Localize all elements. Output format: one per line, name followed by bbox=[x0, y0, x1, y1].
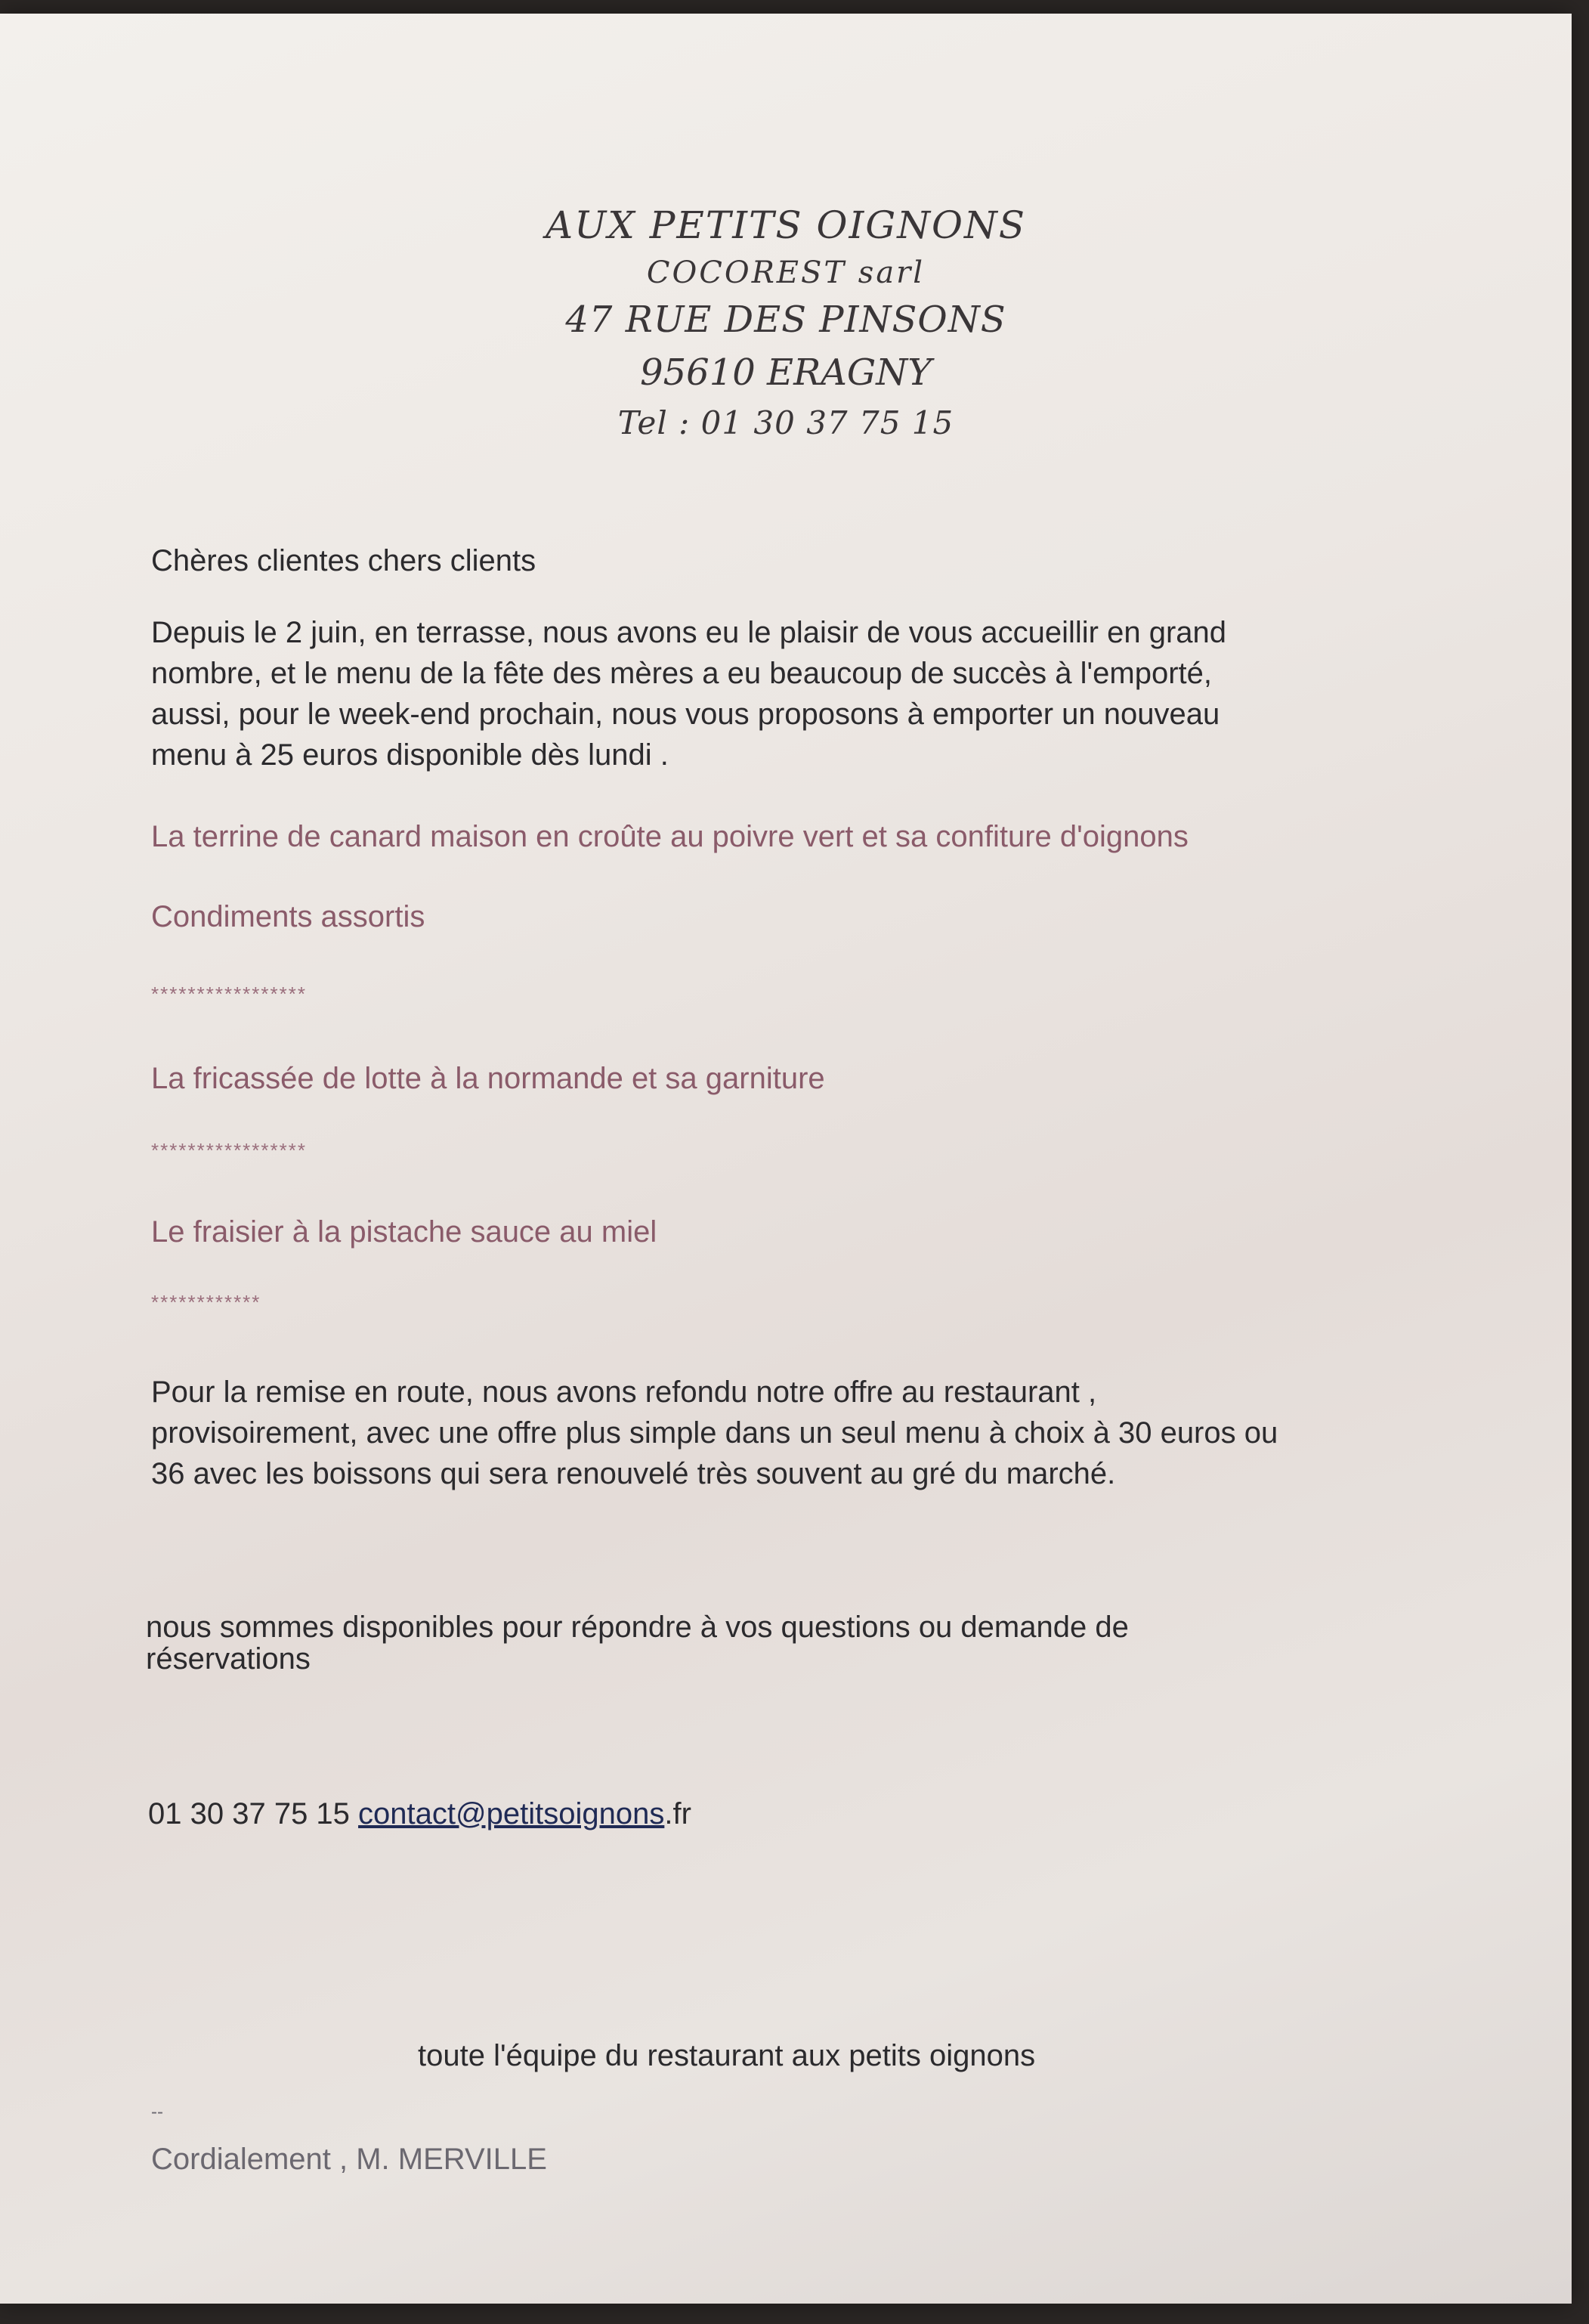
availability-line-2: réservations bbox=[146, 1642, 311, 1676]
greeting: Chères clientes chers clients bbox=[151, 544, 536, 577]
street-address: 47 RUE DES PINSONS bbox=[565, 299, 1006, 341]
intro-line-4: menu à 25 euros disponible dès lundi . bbox=[151, 738, 669, 772]
contact-phone: 01 30 37 75 15 bbox=[148, 1797, 350, 1830]
city-address: 95610 ERAGNY bbox=[640, 351, 932, 394]
restaurant-name: AUX PETITS OIGNONS bbox=[546, 203, 1026, 247]
menu-starter-side: Condiments assortis bbox=[151, 900, 425, 933]
offer-line-2: provisoirement, avec une offre plus simple dans un seul menu à choix à 30 euros ou bbox=[151, 1416, 1278, 1450]
closing-signature: Cordialement , M. MERVILLE bbox=[151, 2143, 547, 2176]
menu-separator: ***************** bbox=[151, 983, 308, 1005]
offer-line-3: 36 avec les boissons qui sera renouvelé très souvent au gré du marché. bbox=[151, 1457, 1116, 1490]
company-name: COCOREST sarl bbox=[646, 255, 926, 290]
menu-main: La fricassée de lotte à la normande et sa garniture bbox=[151, 1062, 825, 1095]
letterhead bbox=[0, 203, 1572, 441]
contact-email-link[interactable]: contact@petitsoignons bbox=[358, 1797, 665, 1830]
contact-line bbox=[148, 1793, 691, 1834]
availability-line-1: nous sommes disponibles pour répondre à vos questions ou demande de bbox=[146, 1611, 1129, 1644]
header-phone: Tel : 01 30 37 75 15 bbox=[617, 404, 954, 441]
menu-separator: ***************** bbox=[151, 1139, 308, 1162]
intro-line-2: nombre, et le menu de la fête des mères a eu beaucoup de succès à l'emporté, bbox=[151, 657, 1213, 690]
menu-dessert: Le fraisier à la pistache sauce au miel bbox=[151, 1215, 657, 1249]
menu-starter: La terrine de canard maison en croûte au poivre vert et sa confiture d'oignons bbox=[151, 820, 1189, 853]
intro-line-3: aussi, pour le week-end prochain, nous vous proposons à emporter un nouveau bbox=[151, 698, 1220, 731]
team-signature: toute l'équipe du restaurant aux petits oignons bbox=[418, 2039, 1036, 2072]
intro-line-1: Depuis le 2 juin, en terrasse, nous avons eu le plaisir de vous accueillir en grand bbox=[151, 616, 1227, 649]
letter-page bbox=[0, 14, 1572, 2304]
contact-email-suffix: .fr bbox=[664, 1797, 691, 1830]
offer-line-1: Pour la remise en route, nous avons refondu notre offre au restaurant , bbox=[151, 1376, 1097, 1409]
menu-separator: ************ bbox=[151, 1291, 261, 1314]
signature-dash: -- bbox=[151, 2102, 163, 2122]
